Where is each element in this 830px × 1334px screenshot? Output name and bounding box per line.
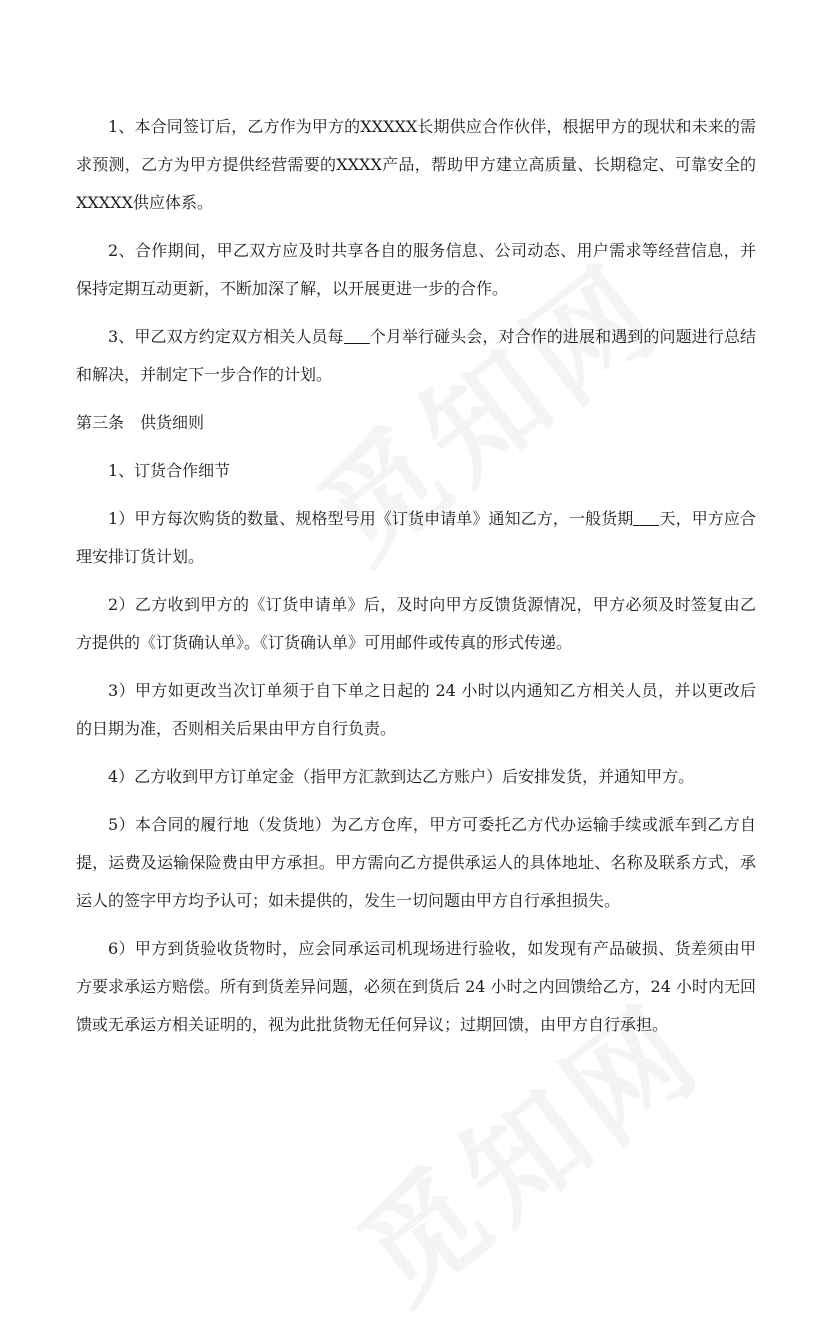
clause-paragraph: [76, 318, 756, 394]
clause-text: 1）甲方每次购货的数量、规格型号用《订货申请单》通知乙方，一般货期: [108, 509, 634, 528]
clause-paragraph: 1、本合同签订后，乙方作为甲方的XXXXX长期供应合作伙伴，根据甲方的现状和未来的需求预测，乙方为甲方提供经营需要的XXXX产品，帮助甲方建立高质量、长期稳定、可靠安全的XXXXX供应体系。: [76, 117, 756, 212]
clause-paragraph: [76, 500, 756, 576]
clause-text: 个月举行碰头会，对合作的进展和遇到的问题进行总结和解决，并制定下一步合作的计划。: [76, 327, 756, 384]
clause-paragraph: 2、合作期间，甲乙双方应及时共享各自的服务信息、公司动态、用户需求等经营信息，并保持定期互动更新，不断加深了解，以开展更进一步的合作。: [76, 241, 756, 298]
clause-paragraph: 6）甲方到货验收货物时，应会同承运司机现场进行验收，如发现有产品破损、货差须由甲方要求承运方赔偿。所有到货差异问题，必须在到货后 24 小时之内回馈给乙方，24 小时内无回馈或无承运方相关证明的，视为此批货物无任何异议；过期回馈，由甲方自行承担。: [76, 939, 756, 1034]
clause-paragraph: 3）甲方如更改当次订单须于自下单之日起的 24 小时以内通知乙方相关人员，并以更改后的日期为准，否则相关后果由甲方自行负责。: [76, 681, 756, 738]
clause-paragraph: 2）乙方收到甲方的《订货申请单》后，及时向甲方反馈货源情况，甲方必须及时签复由乙方提供的《订货确认单》。《订货确认单》可用邮件或传真的形式传递。: [76, 595, 756, 652]
clause-paragraph: 4）乙方收到甲方订单定金（指甲方汇款到达乙方账户）后安排发货，并通知甲方。: [108, 767, 695, 786]
document-body: [76, 108, 756, 1054]
fill-in-blank: [344, 327, 370, 344]
fill-in-blank: [633, 509, 659, 526]
section-heading: 第三条 供货细则: [76, 413, 205, 432]
clause-text: 3、甲乙双方约定双方相关人员每: [108, 327, 344, 346]
clause-text: 天，甲方应合理安排订货计划。: [76, 509, 756, 566]
clause-paragraph: 5）本合同的履行地（发货地）为乙方仓库，甲方可委托乙方代办运输手续或派车到乙方自提，运费及运输保险费由甲方承担。甲方需向乙方提供承运人的具体地址、名称及联系方式，承运人的签字甲方均予认可；如未提供的，发生一切问题由甲方自行承担损失。: [76, 815, 756, 910]
subsection-heading: 1、订货合作细节: [108, 461, 231, 480]
